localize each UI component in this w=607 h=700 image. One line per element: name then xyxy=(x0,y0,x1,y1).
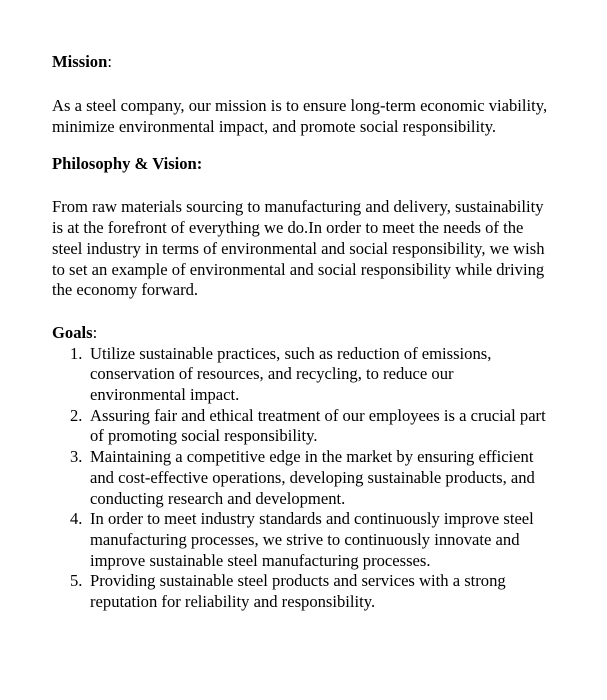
list-item-text: Maintaining a competitive edge in the market by ensuring efficient and cost-effective operations, developing sustainable products, and conducting research and development. xyxy=(90,447,535,508)
list-item xyxy=(52,406,552,447)
philosophy-heading-label: Philosophy & Vision: xyxy=(52,153,203,173)
list-item-text: Utilize sustainable practices, such as reduction of emissions, conservation of resources, and recycling, to reduce our environmental impact. xyxy=(90,343,492,405)
list-item-text: Assuring fair and ethical treatment of our employees is a crucial part of promoting social responsibility. xyxy=(90,405,546,446)
list-item-number: 5. xyxy=(70,571,83,591)
list-item-text: Providing sustainable steel products and services with a strong reputation for reliability and responsibility. xyxy=(90,571,506,612)
list-item-number: 1. xyxy=(70,343,83,363)
goals-heading-label: Goals xyxy=(52,322,93,342)
philosophy-heading xyxy=(52,154,202,175)
mission-text: As a steel company, our mission is to ensure long-term economic viability, minimize environmental impact, and promote social responsibility. xyxy=(52,96,548,136)
list-item xyxy=(52,571,552,612)
mission-heading-colon: : xyxy=(107,52,112,72)
goals-heading xyxy=(52,323,552,344)
list-item-text: In order to meet industry standards and continuously improve steel manufacturing processes, we strive to continuously innovate and improve sustainable steel manufacturing processes. xyxy=(90,509,534,570)
list-item-number: 2. xyxy=(70,405,83,425)
list-item-number: 3. xyxy=(70,447,83,467)
list-item xyxy=(52,509,552,571)
goals-list xyxy=(52,344,552,613)
document-body xyxy=(52,50,552,613)
mission-heading-label: Mission xyxy=(52,52,108,72)
mission-heading xyxy=(52,52,112,73)
list-item xyxy=(52,447,552,509)
goals-heading-colon: : xyxy=(92,322,98,342)
mission-heading-row xyxy=(52,50,552,75)
philosophy-text: From raw materials sourcing to manufacturing and delivery, sustainability is at the forefront of everything we do.In order to meet the needs of the steel industry in terms of environmental and social responsibility, we wish to set an example of environmental and social responsibility while driving the economy forward. xyxy=(52,197,545,300)
philosophy-heading-row xyxy=(52,151,552,176)
list-item-number: 4. xyxy=(70,509,83,529)
list-item xyxy=(52,344,552,406)
